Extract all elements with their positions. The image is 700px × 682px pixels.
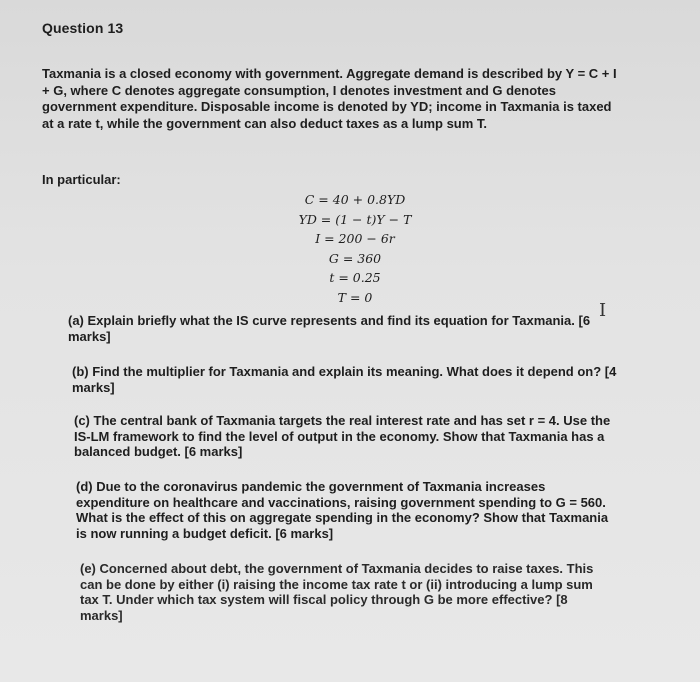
equation-tax-rate: t = 0.25 xyxy=(329,270,381,285)
question-intro: Taxmania is a closed economy with government. Aggregate demand is described by Y = C + I + G, where C denotes aggregate consumption, I denotes investment and G denotes government expenditure. Disposable income is denoted by YD; income in Taxmania is taxed at a rate t, while the government can also deduct taxes as a lump sum T. xyxy=(42,66,617,131)
part-a: (a) Explain briefly what the IS curve represents and find its equation for Taxmania. [6 marks] xyxy=(68,313,591,344)
equation-lump-sum-tax: T = 0 xyxy=(337,289,373,305)
equation-investment: I = 200 − 6r xyxy=(315,231,395,246)
part-b: (b) Find the multiplier for Taxmania and explain its meaning. What does it depend on? [4 marks] xyxy=(72,364,617,395)
in-particular-label: In particular: xyxy=(42,172,121,187)
question-title: Question 13 xyxy=(42,20,124,36)
equation-government-spending: G = 360 xyxy=(328,250,382,266)
part-e: (e) Concerned about debt, the government of Taxmania decides to raise taxes. This can be done by either (i) raising the income tax rate t or (ii) introducing a lump sum tax T. Under which tax system will fiscal policy through G be more effective? [8 marks] xyxy=(80,561,594,623)
text-cursor-icon: I xyxy=(599,300,607,321)
part-c: (c) The central bank of Taxmania targets the real interest rate and has set r = 4. Use the IS-LM framework to find the level of output in the economy. Show that Taxmania has a balanced budget. [6 marks] xyxy=(74,413,611,459)
equation-block xyxy=(280,190,430,307)
equation-consumption: C = 40 + 0.8YD xyxy=(304,192,406,207)
equation-disposable-income: YD = (1 − t)Y − T xyxy=(298,211,412,227)
part-d: (d) Due to the coronavirus pandemic the government of Taxmania increases expenditure on healthcare and vaccinations, raising government spending to G = 560. What is the effect of this on aggregate spending in the economy? Show that Taxmania is now running a budget deficit. [6 marks] xyxy=(76,479,609,541)
